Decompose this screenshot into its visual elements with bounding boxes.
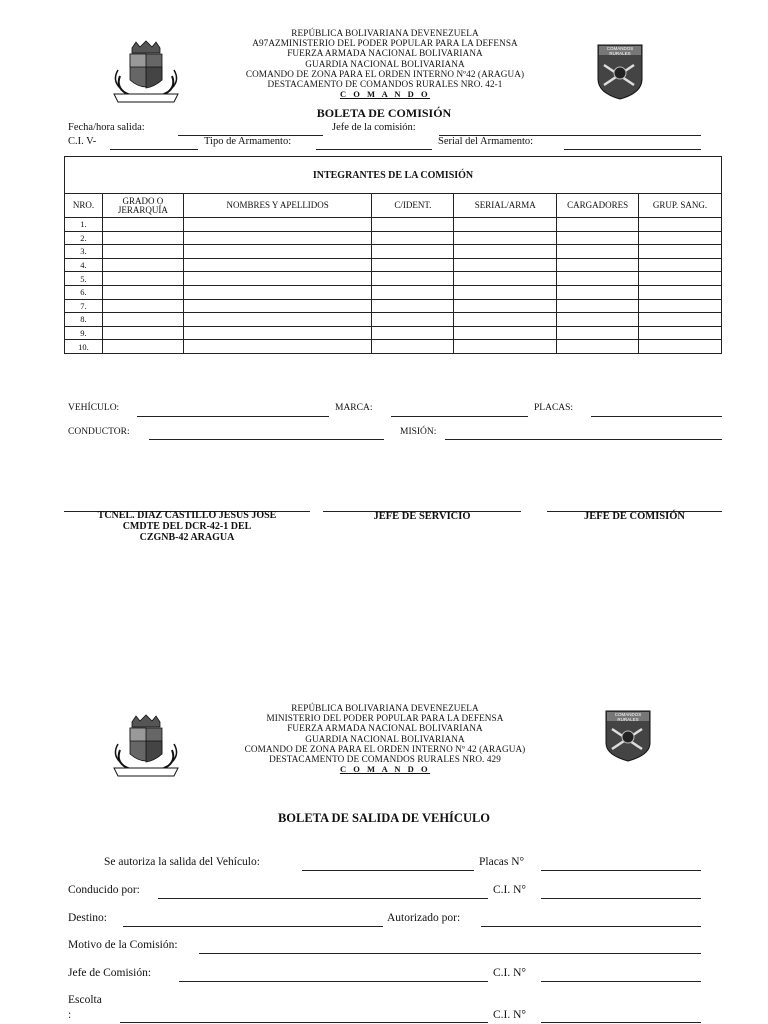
placas-field[interactable]	[541, 870, 701, 871]
table-cell[interactable]	[372, 313, 454, 327]
table-cell[interactable]	[454, 299, 557, 313]
motivo-label: Motivo de la Comisión:	[68, 939, 178, 951]
table-cell[interactable]	[454, 285, 557, 299]
table-row	[65, 218, 722, 232]
header-line: DESTACAMENTO DE COMANDOS RURALES NRO. 429	[269, 754, 501, 765]
table-row	[65, 231, 722, 245]
escolta-colon: :	[68, 1009, 72, 1021]
col-header: NRO.	[65, 194, 103, 218]
table-cell[interactable]	[557, 299, 639, 313]
table-cell[interactable]	[102, 285, 183, 299]
table-cell[interactable]	[183, 218, 372, 232]
col-header: NOMBRES Y APELLIDOS	[183, 194, 372, 218]
table-cell[interactable]	[639, 231, 722, 245]
col-header: C/IDENT.	[372, 194, 454, 218]
table-cell[interactable]	[183, 299, 372, 313]
coat-of-arms-logo	[110, 714, 182, 784]
ci-label: C.I. N°	[493, 1009, 527, 1021]
table-cell[interactable]	[102, 218, 183, 232]
header-line: REPÚBLICA BOLIVARIANA DEVENEZUELA	[291, 28, 479, 38]
ci-label: C.I. N°	[493, 884, 527, 896]
table-cell[interactable]	[102, 258, 183, 272]
header-line: A97AZMINISTERIO DEL PODER POPULAR PARA LA DEFENSA	[252, 38, 518, 49]
table-title: INTEGRANTES DE LA COMISIÓN	[65, 157, 722, 194]
row-number: 6.	[65, 285, 103, 299]
row-number: 1.	[65, 218, 103, 232]
marca-label: MARCA:	[335, 403, 373, 413]
table-cell[interactable]	[454, 218, 557, 232]
table-cell[interactable]	[102, 245, 183, 259]
autorizado-label: Autorizado por:	[387, 912, 461, 924]
destino-label: Destino:	[68, 912, 107, 924]
col-header: GRADO O JERARQUÍA	[102, 194, 183, 218]
emblem-label: COMANDOS RURALES	[614, 712, 642, 722]
table-cell[interactable]	[183, 285, 372, 299]
table-cell[interactable]	[372, 340, 454, 354]
col-header: SERIAL/ARMA	[454, 194, 557, 218]
table-cell[interactable]	[102, 299, 183, 313]
table-cell[interactable]	[102, 231, 183, 245]
header-line: MINISTERIO DEL PODER POPULAR PARA LA DEFENSA	[266, 713, 504, 724]
document-header	[200, 703, 570, 774]
header-line: GUARDIA NACIONAL BOLIVARIANA	[305, 58, 465, 69]
table-cell[interactable]	[102, 326, 183, 340]
table-row	[65, 245, 722, 259]
table-cell[interactable]	[557, 272, 639, 286]
table-row	[65, 272, 722, 286]
row-number: 3.	[65, 245, 103, 259]
header-line: GUARDIA NACIONAL BOLIVARIANA	[305, 733, 465, 744]
table-cell[interactable]	[557, 245, 639, 259]
table-row	[65, 258, 722, 272]
table-cell[interactable]	[557, 258, 639, 272]
form-title: BOLETA DE COMISIÓN	[316, 106, 452, 120]
destino-field[interactable]	[123, 926, 383, 927]
header-line: COMANDO DE ZONA PARA EL ORDEN INTERNO Nº 42 (ARAGUA)	[244, 743, 526, 754]
table-cell[interactable]	[557, 231, 639, 245]
header-line: FUERZA ARMADA NACIONAL BOLIVARIANA	[287, 723, 483, 734]
header-line: DESTACAMENTO DE COMANDOS RURALES NRO. 42-1	[267, 79, 503, 90]
conducido-label: Conducido por:	[68, 884, 140, 896]
col-header: GRUP. SANG.	[639, 194, 722, 218]
header-line: COMANDO DE ZONA PARA EL ORDEN INTERNO Nº42 (ARAGUA)	[245, 68, 525, 79]
placas-label: Placas N°	[479, 856, 525, 868]
comandos-rurales-emblem	[596, 43, 644, 101]
row-number: 2.	[65, 231, 103, 245]
header-line: REPÚBLICA BOLIVARIANA DEVENEZUELA	[291, 703, 479, 713]
row-number: 10.	[65, 340, 103, 354]
row-number: 8.	[65, 313, 103, 327]
table-cell[interactable]	[372, 326, 454, 340]
table-cell[interactable]	[372, 231, 454, 245]
row-number: 9.	[65, 326, 103, 340]
row-number: 7.	[65, 299, 103, 313]
conducido-field[interactable]	[158, 898, 488, 899]
table-row	[65, 326, 722, 340]
ci-field[interactable]	[541, 1022, 701, 1023]
placas-field[interactable]	[591, 416, 722, 417]
autoriza-label: Se autoriza la salida del Vehículo:	[104, 856, 260, 868]
tipo-armamento-label: Tipo de Armamento:	[204, 136, 292, 147]
table-cell[interactable]	[454, 326, 557, 340]
signature-jefe-servicio: JEFE DE SERVICIO	[373, 511, 471, 522]
table-cell[interactable]	[454, 340, 557, 354]
table-cell[interactable]	[372, 218, 454, 232]
serial-armamento-field[interactable]	[564, 149, 701, 150]
table-cell[interactable]	[639, 272, 722, 286]
ci-label: C.I. N°	[493, 967, 527, 979]
table-cell[interactable]	[183, 231, 372, 245]
jefe-comision-field[interactable]	[179, 981, 488, 982]
table-cell[interactable]	[372, 258, 454, 272]
emblem-label: COMANDOS RURALES	[606, 46, 634, 56]
table-cell[interactable]	[102, 272, 183, 286]
table-cell[interactable]	[639, 313, 722, 327]
table-cell[interactable]	[639, 218, 722, 232]
comando-heading: C O M A N D O	[339, 764, 431, 775]
table-cell[interactable]	[183, 326, 372, 340]
document-header	[200, 28, 570, 99]
ci-field[interactable]	[541, 981, 701, 982]
table-cell[interactable]	[639, 285, 722, 299]
signature-cmdte	[64, 510, 310, 543]
vehiculo-label: VEHÍCULO:	[68, 403, 120, 413]
table-row	[65, 313, 722, 327]
motivo-field[interactable]	[199, 953, 701, 954]
table-cell[interactable]	[557, 218, 639, 232]
table-cell[interactable]	[557, 326, 639, 340]
table-cell[interactable]	[454, 313, 557, 327]
table-cell[interactable]	[557, 285, 639, 299]
table-cell[interactable]	[639, 299, 722, 313]
table-cell[interactable]	[102, 313, 183, 327]
jefe-comision-label: Jefe de Comisión:	[68, 967, 152, 979]
table-cell[interactable]	[639, 258, 722, 272]
table-cell[interactable]	[454, 231, 557, 245]
ci-field[interactable]	[110, 149, 198, 150]
vehiculo-field[interactable]	[137, 416, 329, 417]
form-title: BOLETA DE SALIDA DE VEHÍCULO	[277, 811, 491, 825]
table-cell[interactable]	[557, 340, 639, 354]
table-cell[interactable]	[454, 245, 557, 259]
table-cell[interactable]	[454, 258, 557, 272]
vehiculo-field[interactable]	[302, 870, 474, 871]
signature-jefe-comision: JEFE DE COMISIÓN	[584, 511, 685, 522]
table-cell[interactable]	[183, 245, 372, 259]
cmdte-name: TCNEL. DIAZ CASTILLO JESUS JOSE	[97, 510, 277, 521]
table-cell[interactable]	[454, 272, 557, 286]
members-table	[64, 156, 722, 354]
fecha-label: Fecha/hora salida:	[68, 122, 145, 133]
comandos-rurales-emblem	[604, 709, 652, 763]
table-cell[interactable]	[639, 245, 722, 259]
coat-of-arms-logo	[110, 40, 182, 110]
row-number: 5.	[65, 272, 103, 286]
ci-field[interactable]	[541, 898, 701, 899]
escolta-label: Escolta	[68, 994, 102, 1006]
table-cell[interactable]	[102, 340, 183, 354]
table-cell[interactable]	[557, 313, 639, 327]
escolta-field[interactable]	[120, 1022, 488, 1023]
marca-field[interactable]	[391, 416, 528, 417]
autorizado-field[interactable]	[481, 926, 701, 927]
table-cell[interactable]	[183, 258, 372, 272]
tipo-armamento-field[interactable]	[316, 149, 432, 150]
cmdte-unit: CZGNB-42 ARAGUA	[139, 532, 235, 543]
jefe-comision-label: Jefe de la comisión:	[332, 122, 416, 133]
mision-field[interactable]	[445, 439, 722, 440]
row-number: 4.	[65, 258, 103, 272]
table-row	[65, 340, 722, 354]
conductor-label: CONDUCTOR:	[68, 427, 130, 437]
col-header: CARGADORES	[557, 194, 639, 218]
table-cell[interactable]	[372, 285, 454, 299]
table-cell[interactable]	[372, 299, 454, 313]
placas-label: PLACAS:	[534, 403, 574, 413]
serial-armamento-label: Serial del Armamento:	[438, 136, 534, 147]
table-cell[interactable]	[183, 272, 372, 286]
table-cell[interactable]	[183, 340, 372, 354]
table-cell[interactable]	[639, 326, 722, 340]
table-row	[65, 299, 722, 313]
cmdte-role: CMDTE DEL DCR-42-1 DEL	[122, 521, 252, 532]
comando-heading: C O M A N D O	[339, 89, 431, 100]
mision-label: MISIÓN:	[400, 427, 437, 437]
conductor-field[interactable]	[149, 439, 384, 440]
header-line: FUERZA ARMADA NACIONAL BOLIVARIANA	[287, 48, 483, 59]
table-row	[65, 285, 722, 299]
table-cell[interactable]	[639, 340, 722, 354]
table-cell[interactable]	[372, 272, 454, 286]
table-cell[interactable]	[372, 245, 454, 259]
ci-label: C.I. V-	[68, 136, 97, 147]
table-cell[interactable]	[183, 313, 372, 327]
